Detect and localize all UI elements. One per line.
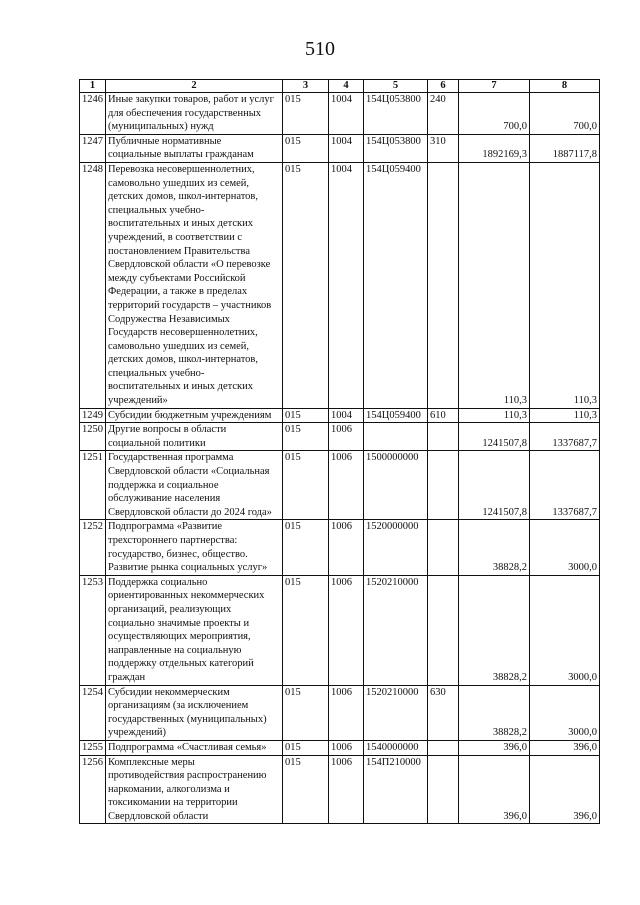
- target-article-code: [364, 423, 428, 451]
- expense-type-code: 310: [428, 134, 459, 162]
- target-article-code: 1540000000: [364, 740, 428, 755]
- amount-col-8: 3000,0: [530, 685, 600, 740]
- expense-type-code: [428, 451, 459, 520]
- section-code: 1004: [329, 134, 364, 162]
- target-article-code: 154Ц059400: [364, 408, 428, 423]
- target-article-code: 154Ц053800: [364, 93, 428, 135]
- section-code: 1006: [329, 755, 364, 824]
- section-code: 1006: [329, 740, 364, 755]
- column-header: 7: [459, 80, 530, 93]
- section-code: 1004: [329, 162, 364, 408]
- row-number: 1250: [80, 423, 106, 451]
- row-number: 1249: [80, 408, 106, 423]
- page-number: 510: [305, 38, 335, 60]
- section-code: 1006: [329, 451, 364, 520]
- column-header: 2: [106, 80, 283, 93]
- ministry-code: 015: [283, 93, 329, 135]
- row-number: 1246: [80, 93, 106, 135]
- amount-col-8: 700,0: [530, 93, 600, 135]
- row-name: Поддержка социально ориентированных некоммерческих организаций, реализующих социально значимые проекты и осуществляющих мероприятия, направленные на социальную поддержку отдельных категорий граждан: [106, 575, 283, 685]
- section-code: 1006: [329, 575, 364, 685]
- table-row: [80, 755, 600, 824]
- ministry-code: 015: [283, 423, 329, 451]
- ministry-code: 015: [283, 520, 329, 575]
- row-number: 1253: [80, 575, 106, 685]
- table-row: [80, 93, 600, 135]
- expense-type-code: [428, 520, 459, 575]
- row-name: Субсидии некоммерческим организациям (за исключением государственных (муниципальных) учреждений): [106, 685, 283, 740]
- amount-col-7: 1241507,8: [459, 451, 530, 520]
- row-name: Комплексные меры противодействия распространению наркомании, алкоголизма и токсикомании на территории Свердловской области: [106, 755, 283, 824]
- row-name: Публичные нормативные социальные выплаты гражданам: [106, 134, 283, 162]
- row-number: 1255: [80, 740, 106, 755]
- amount-col-8: 1337687,7: [530, 423, 600, 451]
- expense-type-code: [428, 423, 459, 451]
- section-code: 1006: [329, 520, 364, 575]
- amount-col-7: 396,0: [459, 755, 530, 824]
- expense-type-code: 610: [428, 408, 459, 423]
- target-article-code: 1500000000: [364, 451, 428, 520]
- ministry-code: 015: [283, 408, 329, 423]
- table-row: [80, 408, 600, 423]
- expense-type-code: 240: [428, 93, 459, 135]
- amount-col-7: 110,3: [459, 408, 530, 423]
- target-article-code: 154П210000: [364, 755, 428, 824]
- amount-col-7: 700,0: [459, 93, 530, 135]
- table-row: [80, 423, 600, 451]
- row-number: 1247: [80, 134, 106, 162]
- table-header-row: [80, 80, 600, 93]
- table-row: [80, 134, 600, 162]
- amount-col-8: 3000,0: [530, 575, 600, 685]
- ministry-code: 015: [283, 755, 329, 824]
- amount-col-7: 38828,2: [459, 575, 530, 685]
- amount-col-7: 38828,2: [459, 520, 530, 575]
- amount-col-8: 3000,0: [530, 520, 600, 575]
- table-row: [80, 740, 600, 755]
- amount-col-7: 1241507,8: [459, 423, 530, 451]
- row-number: 1251: [80, 451, 106, 520]
- column-header: 8: [530, 80, 600, 93]
- table-row: [80, 451, 600, 520]
- amount-col-7: 110,3: [459, 162, 530, 408]
- table-row: [80, 575, 600, 685]
- section-code: 1006: [329, 423, 364, 451]
- row-name: Субсидии бюджетным учреждениям: [106, 408, 283, 423]
- expense-type-code: 630: [428, 685, 459, 740]
- target-article-code: 1520210000: [364, 685, 428, 740]
- column-header: 3: [283, 80, 329, 93]
- row-name: Подпрограмма «Развитие трехстороннего партнерства: государство, бизнес, общество. Развитие рынка социальных услуг»: [106, 520, 283, 575]
- expense-type-code: [428, 755, 459, 824]
- expense-type-code: [428, 162, 459, 408]
- column-header: 1: [80, 80, 106, 93]
- amount-col-7: 1892169,3: [459, 134, 530, 162]
- section-code: 1004: [329, 93, 364, 135]
- amount-col-8: 396,0: [530, 755, 600, 824]
- row-number: 1256: [80, 755, 106, 824]
- column-header: 5: [364, 80, 428, 93]
- expense-type-code: [428, 575, 459, 685]
- target-article-code: 1520000000: [364, 520, 428, 575]
- target-article-code: 154Ц059400: [364, 162, 428, 408]
- ministry-code: 015: [283, 685, 329, 740]
- target-article-code: 154Ц053800: [364, 134, 428, 162]
- row-number: 1254: [80, 685, 106, 740]
- section-code: 1006: [329, 685, 364, 740]
- row-number: 1252: [80, 520, 106, 575]
- ministry-code: 015: [283, 575, 329, 685]
- amount-col-7: 396,0: [459, 740, 530, 755]
- table-row: [80, 162, 600, 408]
- ministry-code: 015: [283, 451, 329, 520]
- amount-col-8: 1887117,8: [530, 134, 600, 162]
- amount-col-8: 110,3: [530, 162, 600, 408]
- amount-col-8: 110,3: [530, 408, 600, 423]
- table-row: [80, 520, 600, 575]
- row-name: Перевозка несовершеннолетних, самовольно ушедших из семей, детских домов, школ-интернатов, специальных учебно- воспитательных и иных детских учреждений, в соответствии с постановлением Правительства Свердловской области «О перевозке между субъектами Российской Федерации, а также в пределах территорий государств – участников Содружества Независимых Государств несовершеннолетних, самовольно ушедших из семей, детских домов, школ-интернатов, специальных учебно- воспитательных и иных детских учреждений»: [106, 162, 283, 408]
- row-name: Государственная программа Свердловской области «Социальная поддержка и социальное обслуживание населения Свердловской области до 2024 года»: [106, 451, 283, 520]
- amount-col-7: 38828,2: [459, 685, 530, 740]
- ministry-code: 015: [283, 740, 329, 755]
- section-code: 1004: [329, 408, 364, 423]
- column-header: 4: [329, 80, 364, 93]
- ministry-code: 015: [283, 134, 329, 162]
- amount-col-8: 396,0: [530, 740, 600, 755]
- row-number: 1248: [80, 162, 106, 408]
- row-name: Иные закупки товаров, работ и услуг для обеспечения государственных (муниципальных) нужд: [106, 93, 283, 135]
- amount-col-8: 1337687,7: [530, 451, 600, 520]
- expense-type-code: [428, 740, 459, 755]
- ministry-code: 015: [283, 162, 329, 408]
- column-header: 6: [428, 80, 459, 93]
- row-name: Подпрограмма «Счастливая семья»: [106, 740, 283, 755]
- row-name: Другие вопросы в области социальной политики: [106, 423, 283, 451]
- target-article-code: 1520210000: [364, 575, 428, 685]
- budget-table: [79, 79, 600, 824]
- table-row: [80, 685, 600, 740]
